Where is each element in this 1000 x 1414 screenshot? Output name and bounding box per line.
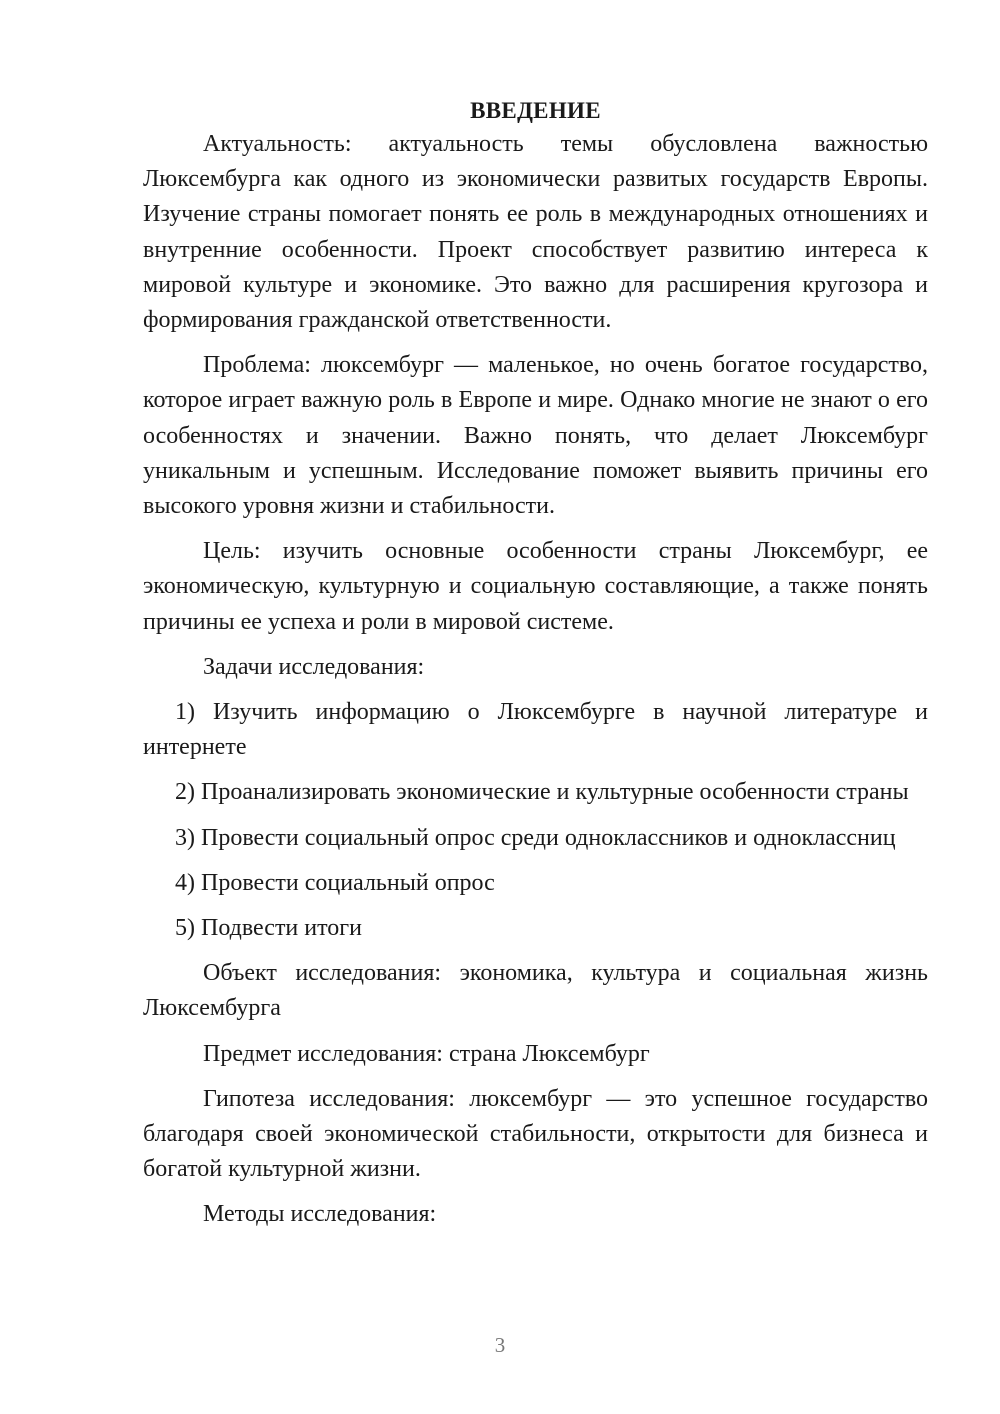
page-content bbox=[143, 96, 928, 1243]
page-number: 3 bbox=[494, 1333, 506, 1357]
paragraph-relevance: Актуальность: актуальность темы обусловлена важностью Люксембурга как одного из экономически развитых государств Европы. Изучение страны помогает понять ее роль в международных отношениях и внутренние особенности. Проект способствует развитию интереса к мировой культуре и экономике. Это важно для расширения кругозора и формирования гражданской ответственности. bbox=[143, 131, 928, 334]
paragraph-tasks-heading: Задачи исследования: bbox=[203, 653, 425, 680]
task-item: 2) Проанализировать экономические и культурные особенности страны bbox=[175, 779, 909, 806]
paragraph-problem: Проблема: люксембург — маленькое, но очень богатое государство, которое играет важную роль в Европе и мире. Однако многие не знают о его особенностях и значении. Важно понять, что делает Люксембург уникальным и успешным. Исследование поможет выявить причины его высокого уровня жизни и стабильности. bbox=[143, 352, 928, 520]
paragraph-goal: Цель: изучить основные особенности страны Люксембург, ее экономическую, культурную и социальную составляющие, а также понять причины ее успеха и роли в мировой системе. bbox=[143, 538, 928, 635]
task-item: 3) Провести социальный опрос среди одноклассников и одноклассниц bbox=[175, 824, 896, 851]
task-item: 1) Изучить информацию о Люксембурге в научной литературе и интернете bbox=[143, 699, 928, 761]
task-item: 4) Провести социальный опрос bbox=[175, 869, 495, 896]
paragraph-hypothesis: Гипотеза исследования: люксембург — это успешное государство благодаря своей экономической стабильности, открытости для бизнеса и богатой культурной жизни. bbox=[143, 1085, 928, 1183]
paragraph-object: Объект исследования: экономика, культура и социальная жизнь Люксембурга bbox=[143, 960, 928, 1022]
paragraph-methods: Методы исследования: bbox=[203, 1201, 437, 1228]
section-title: ВВЕДЕНИЕ bbox=[470, 98, 601, 123]
paragraph-subject: Предмет исследования: страна Люксембург bbox=[203, 1040, 650, 1067]
task-item: 5) Подвести итоги bbox=[175, 915, 362, 942]
